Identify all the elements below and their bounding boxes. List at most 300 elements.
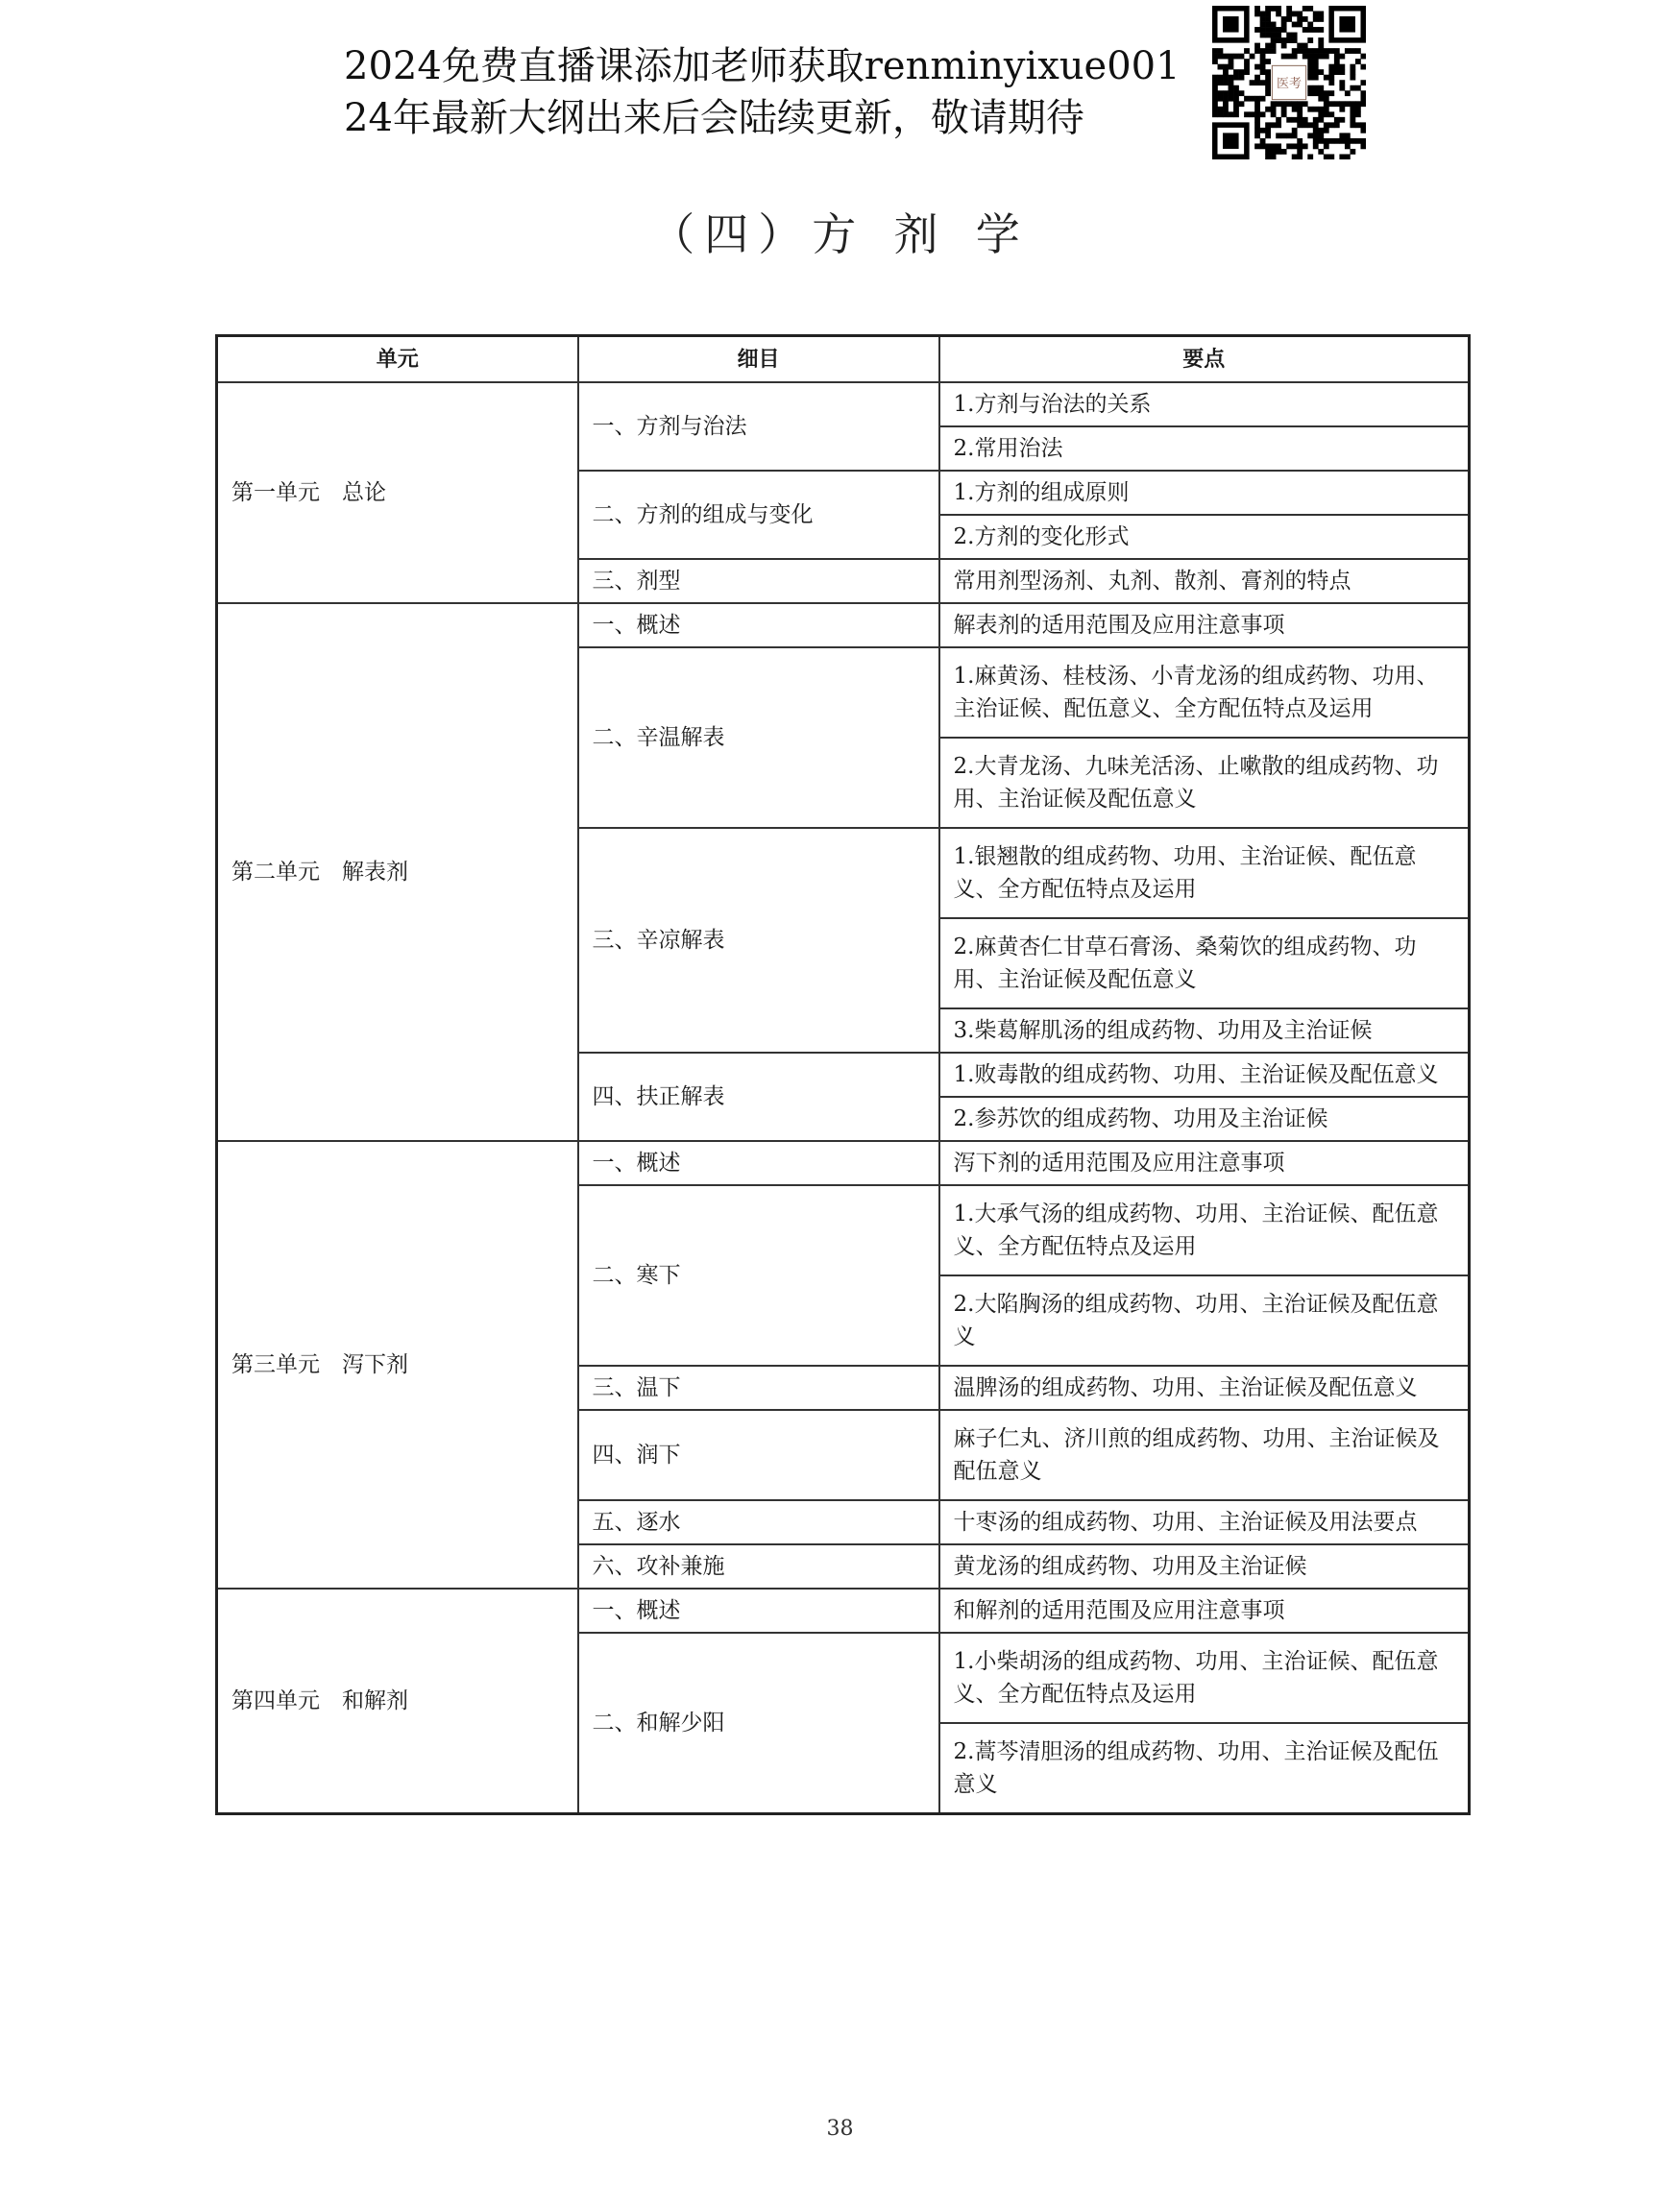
qr-module <box>1281 133 1287 138</box>
qr-module <box>1281 149 1287 155</box>
key-point-cell: 温脾汤的组成药物、功用、主治证候及配伍意义 <box>939 1366 1470 1410</box>
qr-module <box>1265 90 1271 96</box>
qr-module <box>1313 27 1319 33</box>
qr-module <box>1334 64 1340 70</box>
title-char: 方 <box>812 208 866 260</box>
qr-module <box>1260 64 1266 70</box>
qr-module <box>1271 107 1277 112</box>
qr-module <box>1265 59 1271 64</box>
qr-module <box>1218 75 1224 81</box>
qr-module <box>1355 111 1361 117</box>
qr-module <box>1307 133 1313 138</box>
qr-module <box>1355 107 1361 112</box>
qr-module <box>1313 85 1319 91</box>
qr-module <box>1303 143 1308 149</box>
header-unit: 单元 <box>217 336 578 383</box>
qr-module <box>1339 107 1345 112</box>
qr-module <box>1334 54 1340 60</box>
qr-module <box>1286 12 1292 17</box>
qr-module <box>1239 69 1245 75</box>
qr-module <box>1286 143 1292 149</box>
qr-module <box>1313 128 1319 134</box>
qr-module <box>1265 149 1271 155</box>
qr-module <box>1292 133 1298 138</box>
qr-module <box>1265 33 1271 38</box>
qr-module <box>1233 101 1239 107</box>
title-char: 剂 <box>893 208 948 260</box>
header-item: 细目 <box>578 336 939 383</box>
qr-module <box>1334 48 1340 54</box>
qr-module <box>1318 85 1324 91</box>
qr-module <box>1328 122 1334 128</box>
qr-module <box>1297 149 1303 155</box>
qr-module <box>1355 122 1361 128</box>
key-point-cell: 和解剂的适用范围及应用注意事项 <box>939 1589 1470 1633</box>
qr-module <box>1307 22 1313 28</box>
qr-module <box>1355 59 1361 64</box>
qr-module <box>1244 96 1250 102</box>
qr-module <box>1244 69 1250 75</box>
qr-module <box>1254 96 1260 102</box>
qr-module <box>1223 54 1229 60</box>
qr-module <box>1265 128 1271 134</box>
qr-module <box>1318 54 1324 60</box>
qr-module <box>1324 111 1329 117</box>
qr-module <box>1345 138 1351 144</box>
item-cell: 六、攻补兼施 <box>578 1544 939 1589</box>
qr-module <box>1276 117 1281 123</box>
qr-module <box>1281 37 1287 43</box>
qr-module <box>1328 138 1334 144</box>
qr-module <box>1218 48 1224 54</box>
qr-module <box>1212 90 1218 96</box>
qr-module <box>1324 54 1329 60</box>
qr-module <box>1260 138 1266 144</box>
key-point-cell: 黄龙汤的组成药物、功用及主治证候 <box>939 1544 1470 1589</box>
qr-module <box>1260 59 1266 64</box>
qr-module <box>1286 54 1292 60</box>
qr-module <box>1318 111 1324 117</box>
qr-module <box>1281 43 1287 49</box>
qr-module <box>1254 117 1260 123</box>
qr-module <box>1339 133 1345 138</box>
item-cell: 二、辛温解表 <box>578 647 939 828</box>
qr-module <box>1350 107 1355 112</box>
qr-module <box>1345 101 1351 107</box>
qr-module <box>1254 48 1260 54</box>
qr-module <box>1281 54 1287 60</box>
qr-module <box>1318 27 1324 33</box>
qr-module <box>1318 90 1324 96</box>
qr-module <box>1297 122 1303 128</box>
qr-module <box>1271 122 1277 128</box>
qr-module <box>1307 75 1313 81</box>
qr-module <box>1229 80 1234 85</box>
qr-module <box>1265 75 1271 81</box>
key-point-cell: 1.麻黄汤、桂枝汤、小青龙汤的组成药物、功用、主治证候、配伍意义、全方配伍特点及运用 <box>939 647 1470 738</box>
qr-module <box>1355 101 1361 107</box>
qr-module <box>1265 133 1271 138</box>
qr-module <box>1260 80 1266 85</box>
qr-module <box>1233 69 1239 75</box>
item-cell: 三、辛凉解表 <box>578 828 939 1053</box>
qr-module <box>1271 111 1277 117</box>
qr-module <box>1276 101 1281 107</box>
qr-module <box>1271 37 1277 43</box>
unit-cell: 第三单元 泻下剂 <box>217 1141 578 1589</box>
qr-module <box>1307 69 1313 75</box>
qr-module <box>1260 69 1266 75</box>
qr-module <box>1297 154 1303 159</box>
qr-module <box>1328 48 1334 54</box>
qr-module <box>1271 33 1277 38</box>
qr-module <box>1212 59 1218 64</box>
qr-module <box>1292 12 1298 17</box>
qr-logo-text: 医考 <box>1276 77 1303 91</box>
qr-module <box>1254 80 1260 85</box>
qr-module <box>1212 85 1218 91</box>
qr-module <box>1212 75 1218 81</box>
table-row <box>217 1589 1470 1633</box>
qr-module <box>1271 43 1277 49</box>
key-point-cell: 2.麻黄杏仁甘草石膏汤、桑菊饮的组成药物、功用、主治证候及配伍意义 <box>939 918 1470 1008</box>
qr-module <box>1350 122 1355 128</box>
key-point-cell: 2.方剂的变化形式 <box>939 515 1470 559</box>
key-point-cell: 1.银翘散的组成药物、功用、主治证候、配伍意义、全方配伍特点及运用 <box>939 828 1470 918</box>
qr-module <box>1360 64 1366 70</box>
qr-module <box>1318 133 1324 138</box>
page-number: 38 <box>826 2117 854 2141</box>
table-row <box>217 603 1470 647</box>
qr-module <box>1297 16 1303 22</box>
item-cell: 三、剂型 <box>578 559 939 603</box>
qr-module <box>1318 128 1324 134</box>
qr-module <box>1250 111 1255 117</box>
qr-module <box>1229 96 1234 102</box>
qr-module <box>1313 90 1319 96</box>
qr-module <box>1286 33 1292 38</box>
qr-code-icon <box>1212 6 1366 159</box>
qr-module <box>1218 107 1224 112</box>
qr-module <box>1265 122 1271 128</box>
qr-module <box>1339 69 1345 75</box>
qr-module <box>1271 149 1277 155</box>
qr-module <box>1313 69 1319 75</box>
qr-module <box>1260 22 1266 28</box>
qr-module <box>1212 107 1218 112</box>
qr-module <box>1260 128 1266 134</box>
qr-module <box>1218 64 1224 70</box>
qr-module <box>1313 138 1319 144</box>
qr-module <box>1260 48 1266 54</box>
qr-module <box>1229 90 1234 96</box>
qr-module <box>1254 133 1260 138</box>
qr-module <box>1313 107 1319 112</box>
key-point-cell: 2.大青龙汤、九味羌活汤、止嗽散的组成药物、功用、主治证候及配伍意义 <box>939 738 1470 828</box>
qr-module <box>1292 128 1298 134</box>
qr-finder-mark <box>1339 16 1355 33</box>
qr-module <box>1265 107 1271 112</box>
qr-module <box>1218 111 1224 117</box>
item-cell: 四、润下 <box>578 1410 939 1500</box>
qr-module <box>1345 154 1351 159</box>
title-prefix: （四） <box>650 208 813 260</box>
qr-module <box>1297 143 1303 149</box>
qr-module <box>1244 111 1250 117</box>
qr-module <box>1318 48 1324 54</box>
qr-module <box>1360 143 1366 149</box>
qr-module <box>1260 111 1266 117</box>
qr-module <box>1271 48 1277 54</box>
table-row <box>217 1141 1470 1185</box>
qr-module <box>1281 111 1287 117</box>
qr-module <box>1233 75 1239 81</box>
qr-module <box>1223 90 1229 96</box>
qr-module <box>1233 54 1239 60</box>
qr-module <box>1307 90 1313 96</box>
qr-module <box>1360 80 1366 85</box>
qr-module <box>1313 16 1319 22</box>
qr-module <box>1276 122 1281 128</box>
qr-module <box>1286 101 1292 107</box>
qr-module <box>1286 133 1292 138</box>
qr-module <box>1286 37 1292 43</box>
qr-module <box>1276 37 1281 43</box>
qr-module <box>1244 48 1250 54</box>
header-key-point: 要点 <box>939 336 1470 383</box>
qr-module <box>1328 90 1334 96</box>
qr-module <box>1360 96 1366 102</box>
qr-module <box>1339 54 1345 60</box>
qr-module <box>1276 133 1281 138</box>
qr-module <box>1297 101 1303 107</box>
qr-module <box>1307 154 1313 159</box>
qr-module <box>1254 111 1260 117</box>
qr-module <box>1233 85 1239 91</box>
qr-module <box>1318 117 1324 123</box>
qr-module <box>1265 85 1271 91</box>
qr-module <box>1355 85 1361 91</box>
qr-module <box>1254 64 1260 70</box>
qr-module <box>1250 54 1255 60</box>
qr-module <box>1345 90 1351 96</box>
unit-cell: 第一单元 总论 <box>217 382 578 603</box>
item-cell: 五、逐水 <box>578 1500 939 1544</box>
key-point-cell: 1.小柴胡汤的组成药物、功用、主治证候、配伍意义、全方配伍特点及运用 <box>939 1633 1470 1723</box>
qr-module <box>1218 54 1224 60</box>
qr-module <box>1239 101 1245 107</box>
qr-module <box>1339 154 1345 159</box>
table-header-row <box>217 336 1470 383</box>
qr-module <box>1218 96 1224 102</box>
qr-module <box>1292 33 1298 38</box>
qr-module <box>1324 48 1329 54</box>
key-point-cell: 常用剂型汤剂、丸剂、散剂、膏剂的特点 <box>939 559 1470 603</box>
qr-module <box>1328 64 1334 70</box>
item-cell: 四、扶正解表 <box>578 1053 939 1141</box>
qr-module <box>1318 149 1324 155</box>
qr-module <box>1318 16 1324 22</box>
qr-module <box>1324 122 1329 128</box>
qr-module <box>1313 143 1319 149</box>
qr-module <box>1303 54 1308 60</box>
qr-module <box>1254 143 1260 149</box>
qr-module <box>1297 107 1303 112</box>
qr-module <box>1254 6 1260 12</box>
qr-module <box>1250 80 1255 85</box>
qr-module <box>1292 117 1298 123</box>
qr-module <box>1350 117 1355 123</box>
qr-module <box>1350 101 1355 107</box>
qr-module <box>1350 138 1355 144</box>
qr-module <box>1218 80 1224 85</box>
item-cell: 二、和解少阳 <box>578 1633 939 1813</box>
qr-module <box>1297 138 1303 144</box>
qr-module <box>1212 111 1218 117</box>
qr-module <box>1328 101 1334 107</box>
qr-module <box>1271 154 1277 159</box>
key-point-cell: 1.败毒散的组成药物、功用、主治证候及配伍意义 <box>939 1053 1470 1097</box>
qr-module <box>1286 6 1292 12</box>
qr-finder-mark <box>1223 16 1239 33</box>
qr-module <box>1286 16 1292 22</box>
qr-module <box>1233 111 1239 117</box>
qr-module <box>1360 90 1366 96</box>
qr-module <box>1360 138 1366 144</box>
qr-module <box>1339 138 1345 144</box>
item-cell: 二、寒下 <box>578 1185 939 1366</box>
qr-module <box>1350 149 1355 155</box>
qr-module <box>1265 43 1271 49</box>
qr-module <box>1254 75 1260 81</box>
qr-module <box>1334 69 1340 75</box>
qr-module <box>1307 107 1313 112</box>
qr-module <box>1276 27 1281 33</box>
qr-module <box>1324 96 1329 102</box>
key-point-cell: 3.柴葛解肌汤的组成药物、功用及主治证候 <box>939 1008 1470 1053</box>
qr-module <box>1324 101 1329 107</box>
qr-module <box>1292 37 1298 43</box>
qr-module <box>1218 90 1224 96</box>
qr-module <box>1334 101 1340 107</box>
qr-module <box>1292 107 1298 112</box>
qr-module <box>1212 101 1218 107</box>
qr-module <box>1265 69 1271 75</box>
qr-module <box>1350 69 1355 75</box>
qr-module <box>1212 80 1218 85</box>
qr-module <box>1271 143 1277 149</box>
qr-module <box>1307 54 1313 60</box>
qr-module <box>1292 154 1298 159</box>
unit-cell: 第二单元 解表剂 <box>217 603 578 1141</box>
qr-module <box>1307 64 1313 70</box>
qr-module <box>1276 6 1281 12</box>
qr-module <box>1281 22 1287 28</box>
qr-module <box>1265 80 1271 85</box>
qr-module <box>1355 48 1361 54</box>
qr-module <box>1265 6 1271 12</box>
qr-module <box>1223 75 1229 81</box>
qr-module <box>1229 111 1234 117</box>
qr-module <box>1318 37 1324 43</box>
qr-module <box>1297 12 1303 17</box>
qr-module <box>1286 117 1292 123</box>
qr-module <box>1265 16 1271 22</box>
qr-module <box>1229 54 1234 60</box>
qr-module <box>1223 107 1229 112</box>
qr-module <box>1292 48 1298 54</box>
qr-module <box>1334 122 1340 128</box>
qr-module <box>1313 12 1319 17</box>
qr-module <box>1292 143 1298 149</box>
item-cell: 一、方剂与治法 <box>578 382 939 471</box>
qr-module <box>1292 22 1298 28</box>
qr-module <box>1303 117 1308 123</box>
qr-module <box>1328 154 1334 159</box>
qr-module <box>1324 90 1329 96</box>
qr-module <box>1345 143 1351 149</box>
qr-module <box>1244 59 1250 64</box>
qr-module <box>1239 75 1245 81</box>
qr-module <box>1265 22 1271 28</box>
key-point-cell: 2.蒿芩清胆汤的组成药物、功用、主治证候及配伍意义 <box>939 1723 1470 1813</box>
qr-module <box>1229 85 1234 91</box>
qr-module <box>1212 48 1218 54</box>
qr-module <box>1318 43 1324 49</box>
qr-module <box>1297 22 1303 28</box>
qr-module <box>1212 54 1218 60</box>
qr-module <box>1260 96 1266 102</box>
qr-module <box>1328 80 1334 85</box>
qr-module <box>1360 122 1366 128</box>
qr-module <box>1307 6 1313 12</box>
qr-module <box>1271 101 1277 107</box>
qr-module <box>1350 75 1355 81</box>
qr-module <box>1233 96 1239 102</box>
qr-module <box>1271 6 1277 12</box>
qr-module <box>1223 80 1229 85</box>
header-promo-line-1: 2024免费直播课添加老师获取renminyixue001 <box>344 44 1181 88</box>
qr-module <box>1254 122 1260 128</box>
qr-module <box>1313 133 1319 138</box>
qr-module <box>1334 59 1340 64</box>
qr-module <box>1303 27 1308 33</box>
item-cell: 一、概述 <box>578 1589 939 1633</box>
qr-module <box>1313 48 1319 54</box>
qr-module <box>1254 101 1260 107</box>
key-point-cell: 1.方剂的组成原则 <box>939 471 1470 515</box>
qr-module <box>1254 128 1260 134</box>
qr-module <box>1307 27 1313 33</box>
qr-module <box>1334 117 1340 123</box>
key-point-cell: 十枣汤的组成药物、功用、主治证候及用法要点 <box>939 1500 1470 1544</box>
key-point-cell: 1.方剂与治法的关系 <box>939 382 1470 426</box>
qr-module <box>1303 43 1308 49</box>
qr-module <box>1307 122 1313 128</box>
qr-module <box>1307 85 1313 91</box>
qr-module <box>1239 90 1245 96</box>
qr-module <box>1229 59 1234 64</box>
qr-module <box>1318 12 1324 17</box>
qr-module <box>1297 43 1303 49</box>
qr-module <box>1239 54 1245 60</box>
qr-module <box>1212 96 1218 102</box>
qr-module <box>1307 59 1313 64</box>
qr-module <box>1254 43 1260 49</box>
qr-module <box>1307 37 1313 43</box>
qr-module <box>1328 69 1334 75</box>
qr-module <box>1265 143 1271 149</box>
